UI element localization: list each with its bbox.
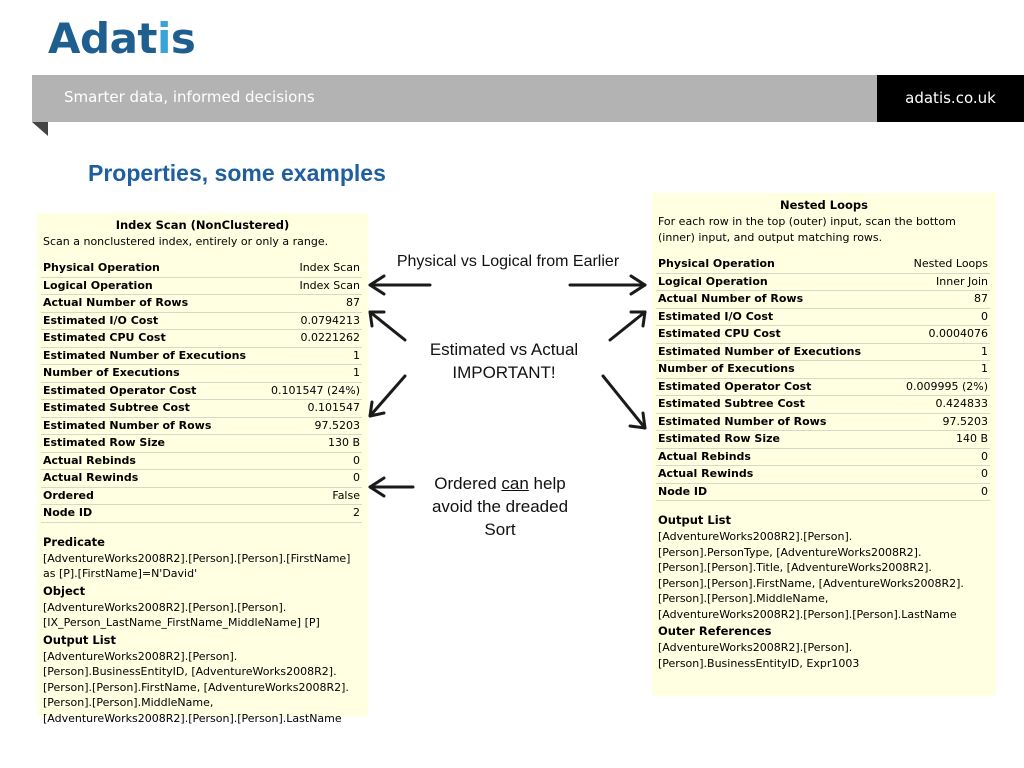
property-value: 97.5203 — [942, 414, 988, 428]
website-url: adatis.co.uk — [877, 75, 1024, 122]
section-line: as [P].[FirstName]=N'David' — [43, 567, 198, 580]
property-row — [656, 326, 990, 344]
property-row — [656, 291, 990, 309]
panel-description: Scan a nonclustered index, entirely or only a range. — [43, 235, 329, 248]
nested-loops-properties-tooltip — [652, 193, 996, 696]
property-key: Estimated Operator Cost — [43, 383, 197, 397]
property-value: 0.101547 (24%) — [270, 383, 360, 397]
arrow-up-left-estimated-icon — [370, 312, 405, 340]
tagline: Smarter data, informed decisions — [64, 88, 315, 106]
index-scan-properties-tooltip — [37, 213, 368, 725]
section-line: [Person].[Person].FirstName, [AdventureWorks2008R2]. — [43, 680, 349, 694]
section-title: Object — [43, 583, 86, 598]
property-key: Logical Operation — [43, 278, 153, 292]
property-value: False — [332, 488, 360, 502]
property-key: Estimated Number of Executions — [43, 348, 247, 362]
property-value: 87 — [346, 296, 360, 309]
section-title: Output List — [658, 513, 731, 527]
property-value: 0 — [353, 471, 360, 484]
arrow-right-physical-icon — [570, 276, 645, 294]
property-row — [41, 383, 362, 401]
section-line: [AdventureWorks2008R2].[Person].[Person]. — [43, 600, 287, 614]
property-key: Estimated Number of Rows — [658, 414, 827, 428]
property-row — [41, 505, 362, 523]
annotation-line: Estimated vs Actual — [429, 340, 579, 359]
property-key: Estimated Number of Rows — [43, 418, 212, 432]
section-body — [43, 551, 362, 582]
property-row — [41, 260, 362, 278]
property-row — [41, 313, 362, 331]
property-key: Estimated Subtree Cost — [43, 401, 190, 414]
property-value: 0 — [981, 449, 988, 463]
property-row — [656, 396, 990, 414]
section-title: Output List — [43, 632, 116, 647]
section-line: [AdventureWorks2008R2].[Person].[Person].[FirstName] — [43, 551, 351, 565]
property-key: Node ID — [658, 484, 708, 498]
section-line: [AdventureWorks2008R2].[Person]. — [658, 530, 853, 543]
property-key: Estimated Row Size — [658, 432, 780, 445]
property-key: Actual Rebinds — [43, 453, 136, 467]
property-value: 1 — [353, 348, 360, 362]
property-key: Logical Operation — [658, 274, 768, 288]
property-row — [41, 435, 362, 453]
property-value: 87 — [974, 292, 988, 305]
property-key: Estimated Row Size — [43, 436, 165, 449]
annotation-ordered — [405, 472, 595, 541]
property-value: 1 — [981, 344, 988, 358]
property-row — [656, 309, 990, 327]
property-value: 2 — [353, 506, 360, 519]
property-key: Ordered — [43, 488, 94, 502]
slide-title: Properties, some examples — [88, 160, 386, 186]
property-key: Actual Number of Rows — [658, 292, 804, 305]
property-row — [41, 400, 362, 418]
property-key: Physical Operation — [43, 261, 160, 274]
annotation-line: avoid the dreaded — [431, 497, 569, 516]
property-key: Actual Rebinds — [658, 449, 751, 463]
property-key: Estimated I/O Cost — [43, 313, 159, 327]
panel-description — [652, 212, 996, 246]
property-key: Estimated Operator Cost — [658, 379, 812, 393]
property-row — [41, 278, 362, 296]
panel-title: Nested Loops — [779, 198, 868, 212]
section-line: [Person].BusinessEntityID, [AdventureWorks2008R2]. — [43, 665, 337, 678]
property-value: 0.0221262 — [300, 331, 360, 344]
property-value: 130 B — [327, 436, 360, 449]
property-value: 0.009995 (2%) — [905, 379, 988, 393]
property-value: 0.0004076 — [928, 327, 988, 340]
arrow-up-right-estimated-icon — [610, 312, 645, 340]
property-key: Number of Executions — [43, 366, 180, 379]
property-list — [41, 260, 362, 523]
property-row — [41, 295, 362, 313]
panel-title: Index Scan (NonClustered) — [115, 218, 290, 232]
annotation-line: IMPORTANT! — [452, 363, 556, 382]
property-row — [41, 470, 362, 488]
annotation-physical-vs-logical: Physical vs Logical from Earlier — [396, 253, 620, 270]
property-key: Physical Operation — [658, 257, 775, 270]
property-row — [656, 379, 990, 397]
section-title: Predicate — [43, 534, 105, 549]
property-row — [656, 484, 990, 502]
section-line: [IX_Person_LastName_FirstName_MiddleName] [P] — [43, 616, 320, 629]
section-line: [AdventureWorks2008R2].[Person]. — [43, 649, 238, 663]
section-line: [Person].PersonType, [AdventureWorks2008R2]. — [658, 545, 922, 559]
adatis-logo: Adatis — [48, 14, 196, 63]
description-line: For each row in the top (outer) input, scan the bottom — [658, 215, 956, 228]
section-line: [AdventureWorks2008R2].[Person].[Person].LastName — [658, 607, 957, 621]
section-title: Outer References — [658, 624, 772, 638]
property-row — [656, 431, 990, 449]
property-value: 0.0794213 — [300, 313, 360, 327]
property-row — [656, 414, 990, 432]
property-key: Node ID — [43, 506, 93, 519]
annotation-line: Ordered can help — [434, 474, 566, 493]
annotation-line: Sort — [484, 520, 516, 539]
property-value: 140 B — [955, 432, 988, 445]
section-line: [Person].[Person].FirstName, [AdventureWorks2008R2]. — [658, 576, 964, 590]
detail-sections — [37, 535, 368, 727]
property-value: 1 — [981, 362, 988, 375]
section-body — [658, 529, 990, 622]
property-row — [656, 361, 990, 379]
section-line: [AdventureWorks2008R2].[Person]. — [658, 641, 853, 654]
property-key: Estimated Number of Executions — [658, 344, 862, 358]
property-row — [656, 256, 990, 274]
property-list — [656, 256, 990, 501]
arrow-down-right-estimated-icon — [603, 376, 645, 428]
property-row — [41, 453, 362, 471]
description-line: (inner) input, and output matching rows. — [658, 231, 883, 244]
property-row — [41, 330, 362, 348]
property-row — [41, 418, 362, 436]
property-value: 0 — [981, 484, 988, 498]
property-value: Index Scan — [299, 261, 360, 274]
property-key: Actual Rewinds — [43, 471, 139, 484]
property-row — [656, 344, 990, 362]
property-value: 0 — [981, 309, 988, 323]
property-row — [656, 274, 990, 292]
property-value: 0 — [981, 467, 988, 480]
property-value: Index Scan — [299, 278, 360, 292]
section-line: [AdventureWorks2008R2].[Person].[Person].LastName — [43, 711, 342, 725]
property-row — [656, 466, 990, 484]
arrow-left-physical-icon — [370, 276, 430, 294]
section-body — [43, 649, 362, 727]
section-line: [Person].[Person].MiddleName, — [43, 696, 214, 709]
property-value: 0.101547 — [307, 401, 360, 414]
section-line: [Person].[Person].MiddleName, — [658, 592, 829, 605]
property-row — [41, 488, 362, 506]
section-body — [658, 640, 990, 671]
property-value: 97.5203 — [314, 418, 360, 432]
property-key: Estimated CPU Cost — [43, 331, 166, 344]
property-value: Nested Loops — [913, 257, 988, 270]
detail-sections — [652, 513, 996, 671]
property-value: Inner Join — [936, 274, 988, 288]
property-row — [656, 449, 990, 467]
property-value: 1 — [353, 366, 360, 379]
arrow-down-left-estimated-icon — [370, 376, 405, 416]
property-row — [41, 348, 362, 366]
property-key: Actual Rewinds — [658, 467, 754, 480]
property-key: Estimated CPU Cost — [658, 327, 781, 340]
property-key: Estimated I/O Cost — [658, 309, 774, 323]
section-line: [Person].[Person].Title, [AdventureWorks2008R2]. — [658, 561, 932, 574]
property-value: 0.424833 — [935, 397, 988, 410]
banner-fold-corner — [32, 122, 48, 136]
property-key: Estimated Subtree Cost — [658, 397, 805, 410]
property-key: Number of Executions — [658, 362, 795, 375]
section-line: [Person].BusinessEntityID, Expr1003 — [658, 656, 860, 670]
property-row — [41, 365, 362, 383]
property-value: 0 — [353, 453, 360, 467]
section-body — [43, 600, 362, 631]
annotation-estimated-vs-actual — [405, 338, 603, 384]
property-key: Actual Number of Rows — [43, 296, 189, 309]
